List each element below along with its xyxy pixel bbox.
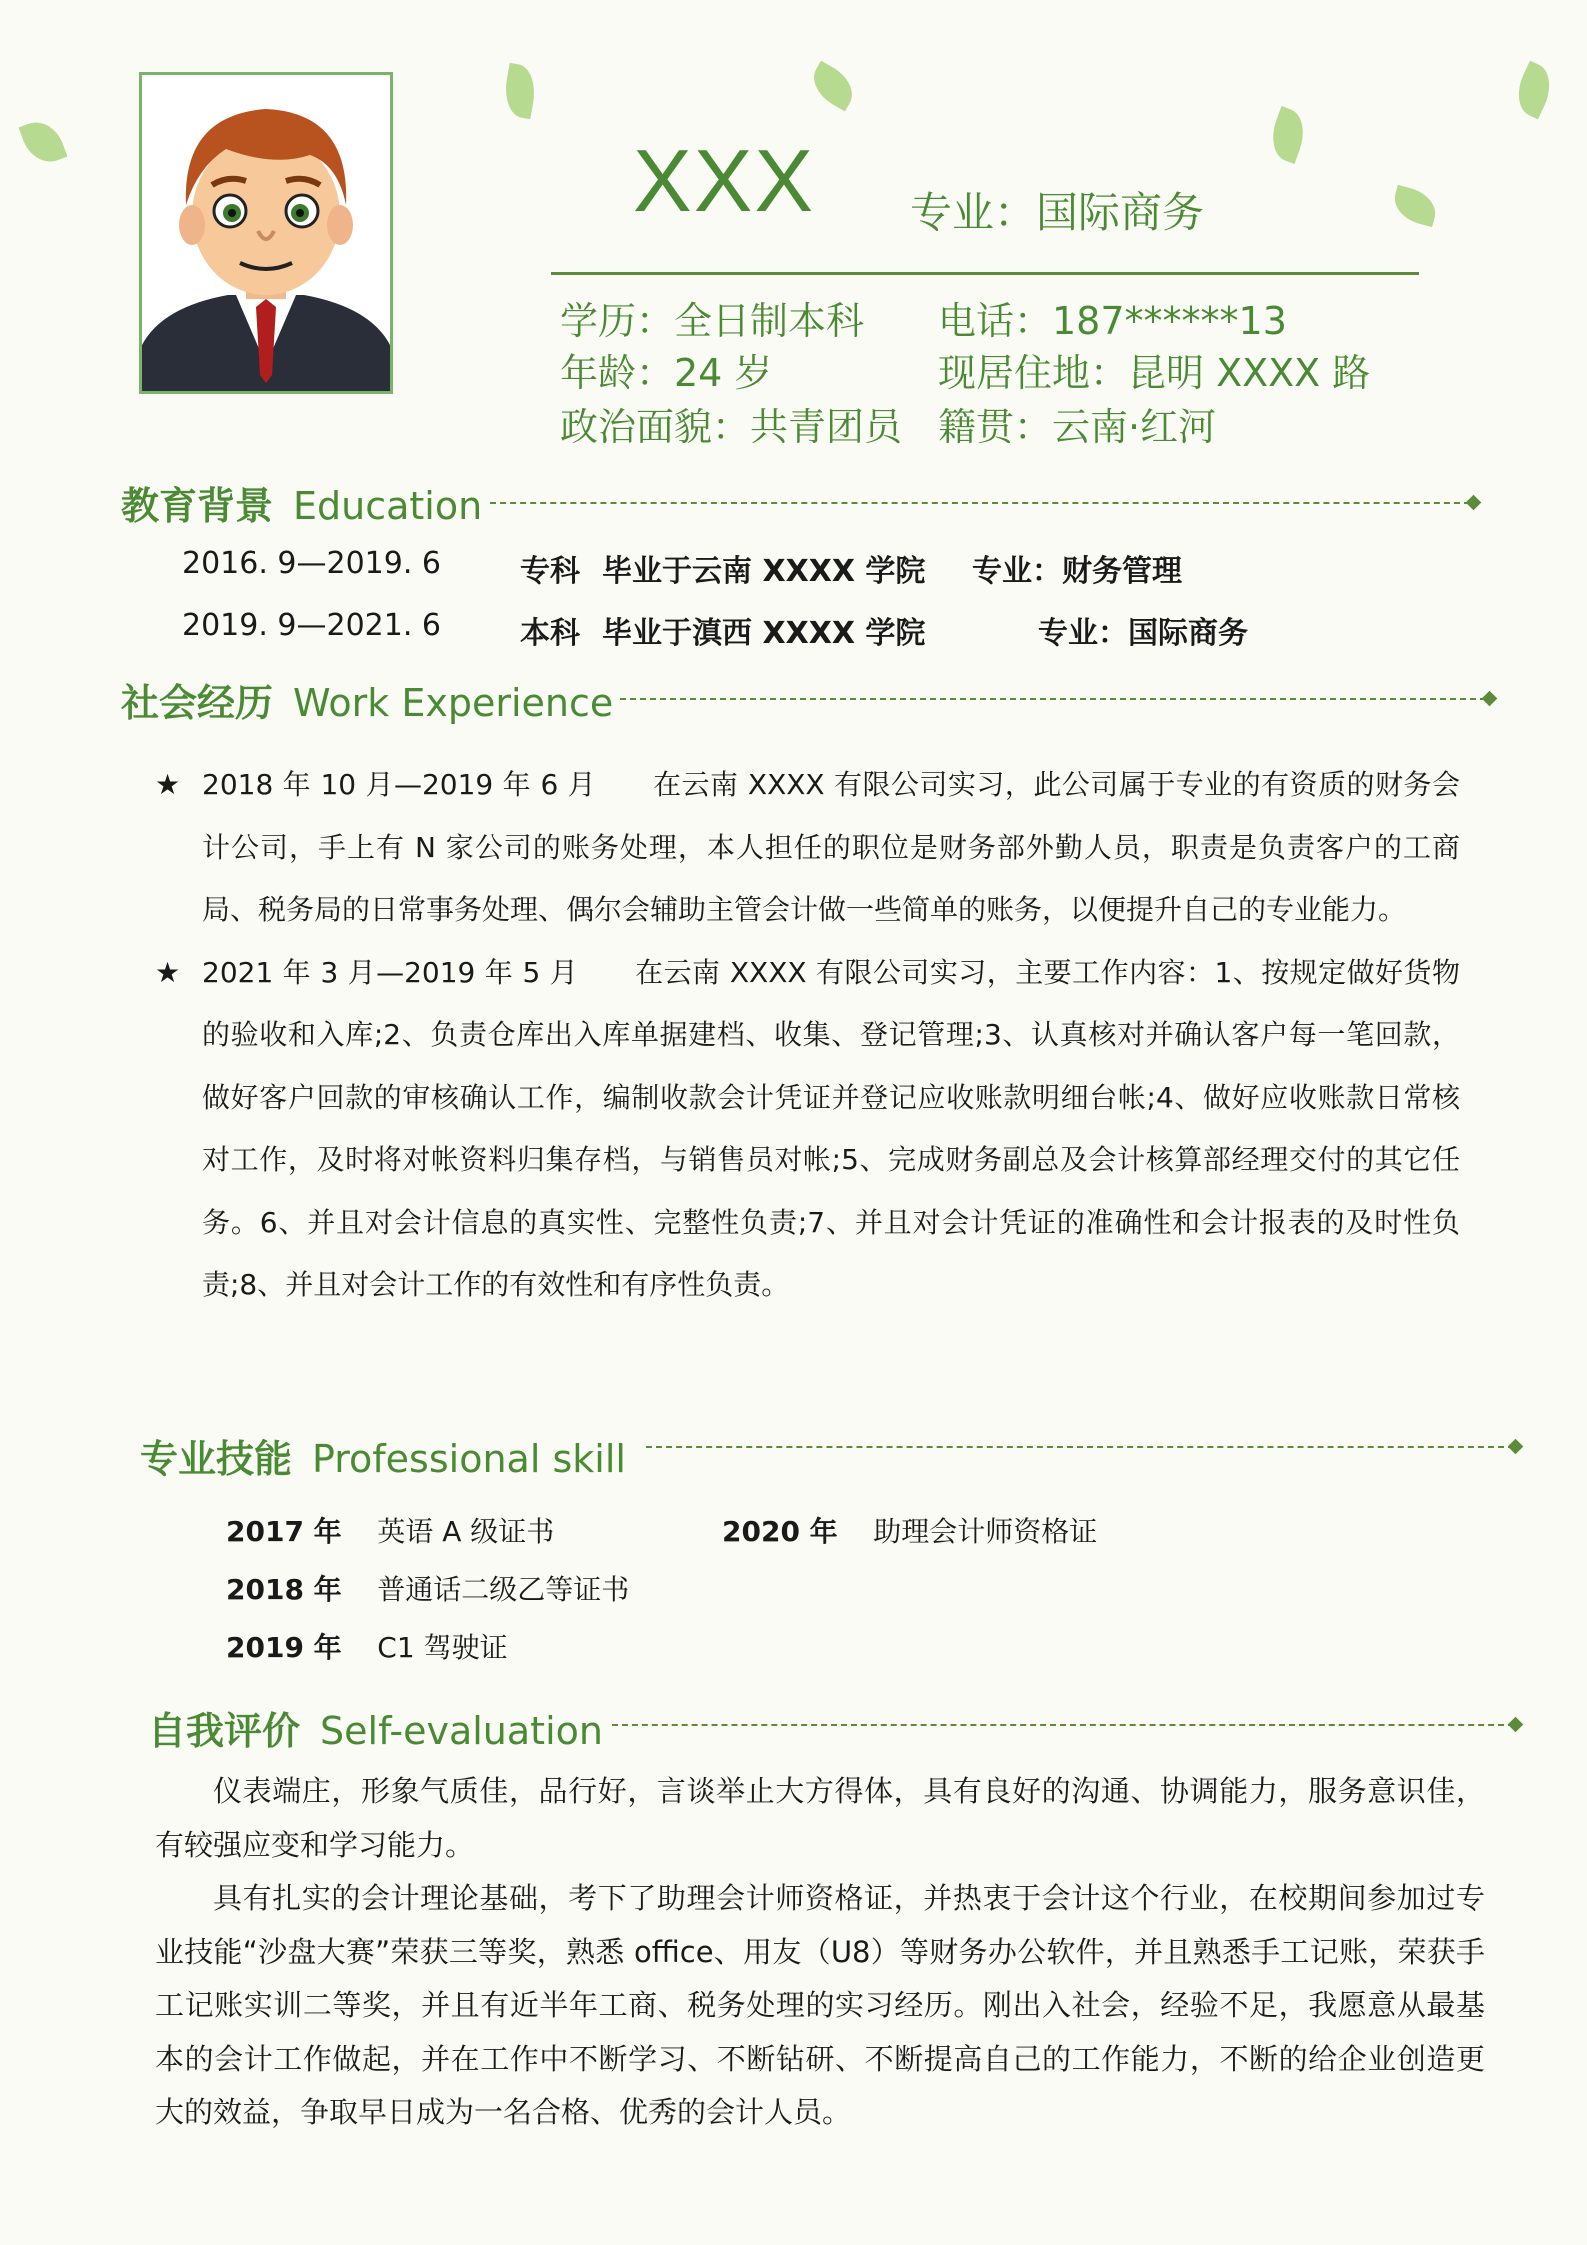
work-experience-list	[155, 754, 1460, 1317]
education-major: 专业：国际商务	[1038, 616, 1248, 651]
section-title-skills	[140, 1428, 626, 1483]
leaf-decoration	[19, 115, 68, 169]
skill-item	[722, 1510, 1097, 1550]
section-divider	[646, 1446, 1514, 1448]
residence: 现居住地：昆明 XXXX 路	[938, 351, 1371, 395]
skill-name: 助理会计师资格证	[873, 1515, 1098, 1548]
skill-name: 普通话二级乙等证书	[377, 1573, 630, 1606]
political-status: 政治面貌：共青团员	[560, 405, 903, 449]
section-title-cn: 专业技能	[140, 1437, 293, 1481]
section-title-en: Professional skill	[312, 1437, 626, 1481]
section-title-education	[121, 475, 482, 530]
age: 年龄：24 岁	[560, 351, 773, 395]
header-major: 专业：国际商务	[910, 188, 1205, 237]
section-title-cn: 自我评价	[148, 1709, 301, 1753]
profile-photo	[139, 72, 393, 394]
section-divider-end	[1508, 1439, 1524, 1455]
section-divider-end	[1508, 1717, 1524, 1733]
skill-year: 2018 年	[226, 1573, 342, 1606]
evaluation-paragraph: 仪表端庄，形象气质佳，品行好，言谈举止大方得体，具有良好的沟通、协调能力，服务意识佳，有较强应变和学习能力。	[155, 1774, 1485, 1862]
work-item-text: 2021 年 3 月—2019 年 5 月 在云南 XXXX 有限公司实习，主要工作内容：1、按规定做好货物的验收和入库;2、负责仓库出入库单据建档、收集、登记管理;3、认真核对并确认客户每一笔回款，做好客户回款的审核确认工作，编制收款会计凭证并登记应收账款明细台帐;4、做好应收账款日常核对工作，及时将对帐资料归集存档，与销售员对帐;5、完成财务副总及会计核算部经理交付的其它任务。6、并且对会计信息的真实性、完整性负责;7、并且对会计凭证的准确性和会计报表的及时性负责;8、并且对会计工作的有效性和有序性负责。	[202, 955, 1460, 1301]
skill-name: 英语 A 级证书	[377, 1515, 555, 1548]
skill-year: 2020 年	[722, 1515, 838, 1548]
skill-name: C1 驾驶证	[377, 1631, 508, 1664]
evaluation-paragraph: 具有扎实的会计理论基础，考下了助理会计师资格证，并热衷于会计这个行业，在校期间参加过专业技能“沙盘大赛”荣获三等奖，熟悉 office、用友（U8）等财务办公软件，并且熟悉手工记账，荣获手工记账实训二等奖，并且有近半年工商、税务处理的实习经历。刚出入社会，经验不足，我愿意从最基本的会计工作做起，并在工作中不断学习、不断钻研、不断提高自己的工作能力，不断的给企业创造更大的效益，争取早日成为一名合格、优秀的会计人员。	[155, 1881, 1485, 2129]
star-icon: ★	[155, 955, 181, 989]
education-major: 专业：财务管理	[972, 554, 1182, 589]
education-period: 2016. 9—2019. 6	[182, 546, 442, 581]
education-period: 2019. 9—2021. 6	[182, 608, 442, 643]
section-divider	[620, 698, 1486, 700]
candidate-name: XXX	[633, 131, 816, 230]
education-school: 毕业于滇西 XXXX 学院	[602, 616, 926, 651]
star-icon: ★	[155, 768, 181, 801]
phone-number: 电话：187******13	[938, 299, 1287, 343]
leaf-decoration	[1264, 106, 1311, 164]
hometown: 籍贯：云南·红河	[938, 405, 1217, 449]
leaf-decoration	[1390, 185, 1441, 227]
section-divider-end	[1482, 691, 1498, 707]
section-title-cn: 教育背景	[121, 484, 274, 528]
education-degree: 专科	[520, 554, 580, 589]
leaf-decoration	[805, 61, 861, 112]
leaf-decoration	[1509, 61, 1559, 120]
header-divider	[551, 272, 1419, 275]
section-title-en: Work Experience	[293, 681, 614, 725]
leaf-decoration	[501, 63, 540, 119]
section-divider	[612, 1724, 1514, 1726]
section-title-cn: 社会经历	[121, 681, 274, 725]
section-title-work	[121, 672, 613, 727]
education-degree: 本科	[520, 616, 580, 651]
skill-item	[226, 1568, 629, 1608]
skill-year: 2017 年	[226, 1515, 342, 1548]
education-school: 毕业于云南 XXXX 学院	[602, 554, 926, 589]
work-item	[155, 942, 1460, 1317]
avatar-illustration	[142, 75, 390, 391]
education-level: 学历：全日制本科	[560, 299, 865, 343]
section-divider	[490, 502, 1470, 504]
section-divider-end	[1466, 495, 1482, 511]
skill-year: 2019 年	[226, 1631, 342, 1664]
skill-item	[226, 1510, 554, 1550]
work-item-text: 2018 年 10 月—2019 年 6 月 在云南 XXXX 有限公司实习，此公司属于专业的有资质的财务会计公司，手上有 N 家公司的账务处理，本人担任的职位是财务部外勤人员，职责是负责客户的工商局、税务局的日常事务处理、偶尔会辅助主管会计做一些简单的账务，以便提升自己的专业能力。	[202, 768, 1460, 926]
skill-item	[226, 1626, 508, 1666]
section-title-en: Education	[293, 484, 483, 528]
work-item	[155, 754, 1460, 942]
section-title-evaluation	[148, 1700, 603, 1755]
section-title-en: Self-evaluation	[320, 1709, 603, 1753]
self-evaluation-text	[155, 1765, 1485, 2140]
